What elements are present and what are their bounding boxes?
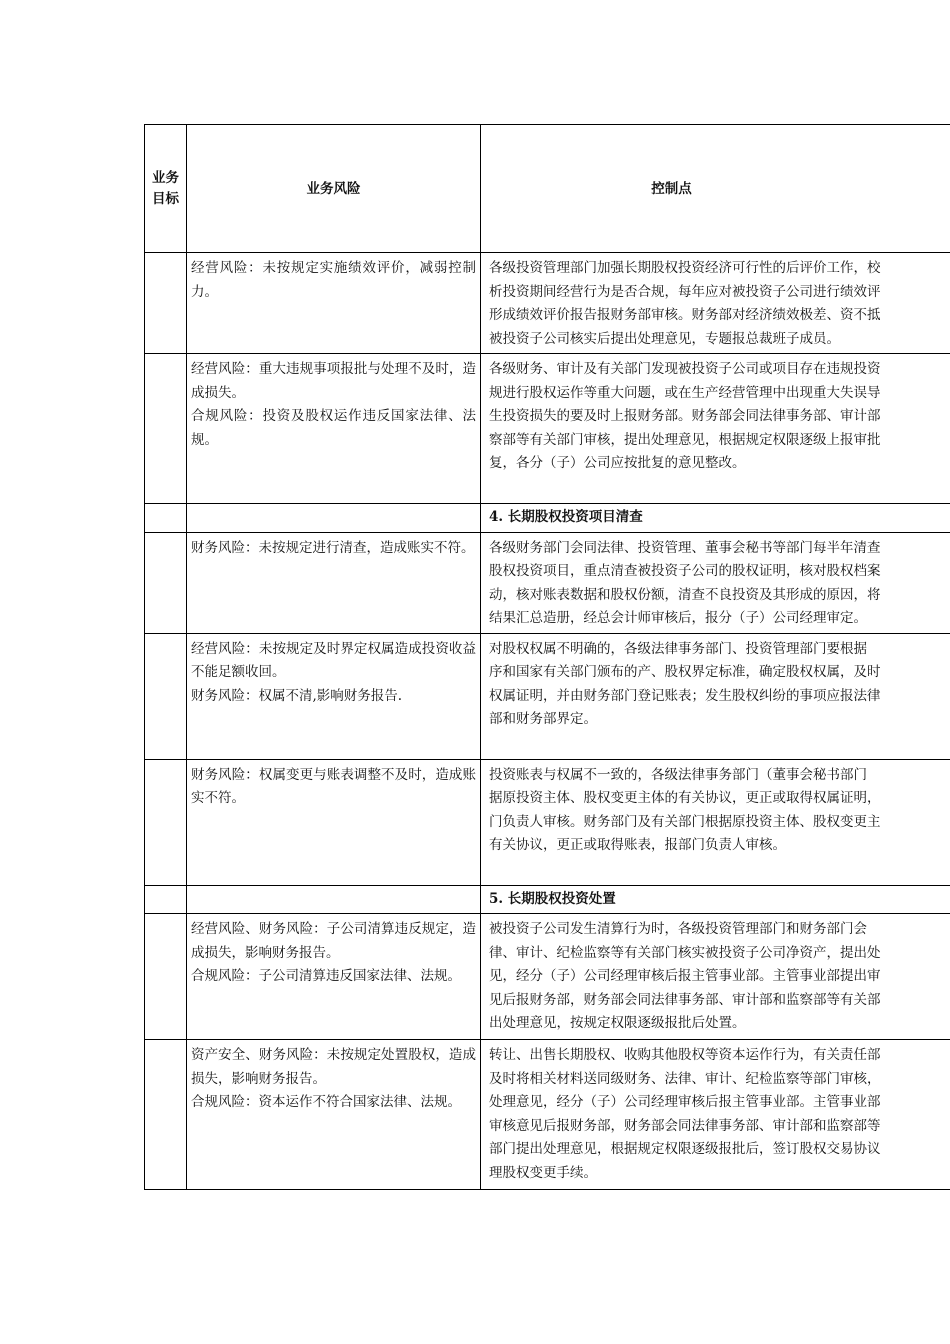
control-text-line: 审核意见后报财务部，财务部会同法律事务部、审计部和监察部等 <box>489 1117 881 1134</box>
control-text-line: 律、审计、纪检监察等有关部门核实被投资子公司净资产，提出处 <box>489 944 881 961</box>
risk-text: 经营风险：未按规定实施绩效评价，减弱控制力。 <box>191 260 476 300</box>
table-row <box>145 532 950 633</box>
control-text-line: 形成绩效评价报告报财务部审核。财务部对经济绩效极差、资不抵 <box>489 307 881 323</box>
objective-cell <box>145 354 187 504</box>
control-text-line: 动，核对账表数据和股权份额，清查不良投资及其形成的原因，将 <box>489 586 881 603</box>
control-text-line: 据原投资主体、股权变更主体的有关协议，更正或取得权属证明， <box>489 790 881 806</box>
objective-cell <box>145 504 187 533</box>
risk-cell <box>187 759 481 885</box>
risk-cell <box>187 532 481 633</box>
risk-cell <box>187 1040 481 1190</box>
control-text-line: 见后报财务部，财务部会同法律事务部、审计部和监察部等有关部 <box>489 991 881 1008</box>
control-text-line: 门负责人审核。财务部门及有关部门根据原投资主体、股权变更主 <box>489 813 881 830</box>
control-text-line: 各级财务、审计及有关部门发现被投资子公司或项目存在违规投资 <box>489 361 881 377</box>
objective-cell <box>145 532 187 633</box>
control-text-line: 各级财务部门会同法律、投资管理、董事会秘书等部门每半年清查 <box>489 539 881 556</box>
control-cell <box>481 253 950 354</box>
control-text-line: 部门提出处理意见，根据规定权限逐级报批后，签订股权交易协议 <box>489 1141 881 1157</box>
control-text-line: 有关协议，更正或取得账表，报部门负责人审核。 <box>489 837 786 853</box>
control-cell <box>481 914 950 1040</box>
control-cell <box>481 633 950 759</box>
control-text-line: 察部等有关部门审核，提出处理意见，根据规定权限逐级上报审批 <box>489 431 881 448</box>
control-text-line: 对股权权属不明确的，各级法律事务部门、投资管理部门要根据 <box>489 640 867 657</box>
control-cell <box>481 354 950 504</box>
risk-cell <box>187 253 481 354</box>
header-risk: 业务风险 <box>187 125 481 253</box>
table-row <box>145 633 950 759</box>
control-text-line: 投资账表与权属不一致的，各级法律事务部门（董事会秘书部门 <box>489 766 867 783</box>
control-text-line: 序和国家有关部门颁布的产、股权界定标准，确定股权权属，及时 <box>489 664 881 680</box>
control-text-line: 被投资子公司发生清算行为时，各级投资管理部门和财务部门会 <box>489 921 867 937</box>
section-row <box>145 504 950 533</box>
control-text-line: 及时将相关材料送同级财务、法律、审计、纪检监察等部门审核， <box>489 1070 881 1087</box>
section-row <box>145 885 950 914</box>
control-text-line: 股权投资项目，重点清查被投资子公司的股权证明，核对股权档案 <box>489 563 881 579</box>
risk-text: 合规风险：投资及股权运作违反国家法律、法规。 <box>191 408 476 448</box>
control-text-line: 各级投资管理部门加强长期股权投资经济可行性的后评价工作，校 <box>489 260 881 276</box>
objective-cell <box>145 633 187 759</box>
risk-cell <box>187 885 481 914</box>
header-objective: 业务目标 <box>145 125 187 253</box>
table-row <box>145 914 950 1040</box>
control-cell <box>481 1040 950 1190</box>
risk-cell <box>187 914 481 1040</box>
control-text-line: 生投资损失的要及时上报财务部。财务部会同法律事务部、审计部 <box>489 408 881 424</box>
control-text-line: 转让、出售长期股权、收购其他股权等资本运作行为，有关责任部 <box>489 1047 881 1063</box>
risk-text: 经营风险：未按规定及时界定权属造成投资收益不能足额收回。 <box>191 640 476 680</box>
control-text-line: 结果汇总造册，经总会计师审核后，报分（子）公司经理审定。 <box>489 610 867 626</box>
risk-text: 经营风险：重大违规事项报批与处理不及时，造成损失。 <box>191 361 476 401</box>
control-text-line: 部和财务部界定。 <box>489 711 597 727</box>
risk-text: 合规风险：子公司清算违反国家法律、法规。 <box>191 968 461 984</box>
objective-cell <box>145 759 187 885</box>
header-control: 控制点 <box>481 125 950 253</box>
table-header-row <box>145 125 950 253</box>
risk-cell <box>187 354 481 504</box>
control-text-line: 见，经分（子）公司经理审核后报主管事业部。主管事业部提出审 <box>489 968 881 984</box>
section-title-cell: 5. 长期股权投资处置 <box>481 885 950 914</box>
risk-text: 财务风险：权属变更与账表调整不及时，造成账实不符。 <box>191 766 476 806</box>
risk-text: 合规风险：资本运作不符合国家法律、法规。 <box>191 1094 461 1110</box>
control-text-line: 出处理意见，按规定权限逐级报批后处置。 <box>489 1015 746 1031</box>
risk-text: 财务风险：未按规定进行清查，造成账实不符。 <box>191 539 475 556</box>
risk-cell <box>187 504 481 533</box>
risk-control-table <box>144 124 950 1190</box>
objective-cell <box>145 1040 187 1190</box>
control-text-line: 复，各分（子）公司应按批复的意见整改。 <box>489 455 746 471</box>
document-table-container <box>144 124 950 1190</box>
control-text-line: 处理意见，经分（子）公司经理审核后报主管事业部。主管事业部 <box>489 1094 881 1110</box>
risk-text: 经营风险、财务风险：子公司清算违反规定，造成损失，影响财务报告。 <box>191 921 476 961</box>
table-row <box>145 759 950 885</box>
control-text-line: 权属证明，并由财务部门登记账表；发生股权纠纷的事项应报法律 <box>489 687 881 704</box>
risk-text: 资产安全、财务风险：未按规定处置股权，造成损失，影响财务报告。 <box>191 1047 476 1087</box>
control-text-line: 被投资子公司核实后提出处理意见，专题报总裁班子成员。 <box>489 330 840 347</box>
control-cell <box>481 532 950 633</box>
table-row <box>145 253 950 354</box>
risk-text: 财务风险：权属不清,影响财务报告. <box>191 687 403 704</box>
table-row <box>145 354 950 504</box>
section-title-cell: 4. 长期股权投资项目清查 <box>481 504 950 533</box>
control-cell <box>481 759 950 885</box>
control-text-line: 规进行股权运作等重大问题，或在生产经营管理中出现重大失误导 <box>489 384 881 401</box>
control-text-line: 理股权变更手续。 <box>489 1164 597 1181</box>
table-row <box>145 1040 950 1190</box>
objective-cell <box>145 885 187 914</box>
risk-cell <box>187 633 481 759</box>
objective-cell <box>145 253 187 354</box>
objective-cell <box>145 914 187 1040</box>
control-text-line: 析投资期间经营行为是否合规，每年应对被投资子公司进行绩效评 <box>489 283 881 300</box>
